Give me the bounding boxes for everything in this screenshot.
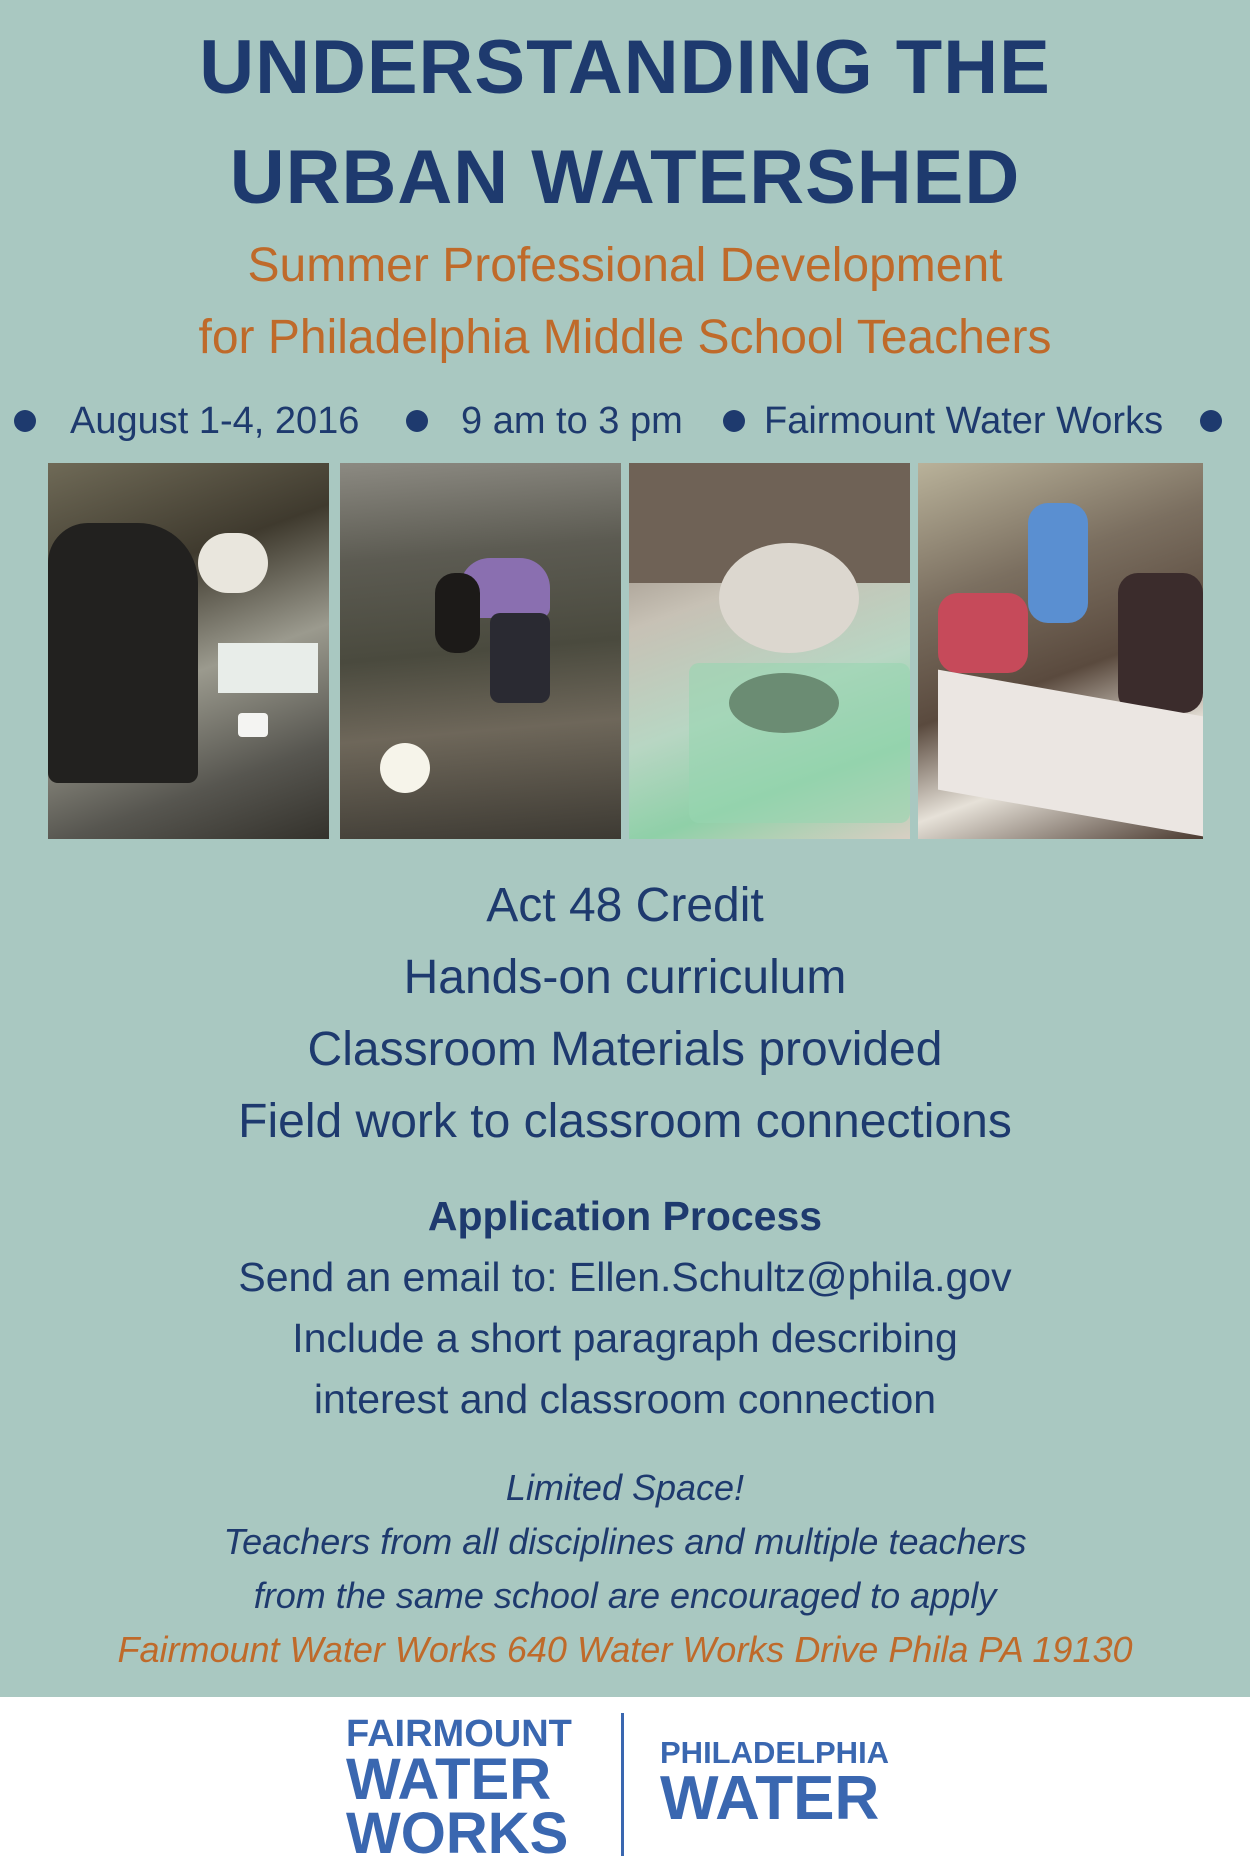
title-line-2: URBAN WATERSHED (229, 135, 1021, 220)
subtitle-line-1: Summer Professional Development (247, 239, 1003, 292)
logo-text: WATER (346, 1747, 552, 1812)
feature-item: Field work to classroom connections (238, 1095, 1012, 1148)
photo-creek-sampling (340, 463, 621, 839)
logo-divider (621, 1713, 624, 1856)
title-line-1: UNDERSTANDING THE (199, 25, 1051, 110)
photo-teachers-maps (918, 463, 1203, 839)
photo-outdoor-testing (48, 463, 329, 839)
application-email-line: Send an email to: Ellen.Schultz@phila.gov (238, 1254, 1012, 1300)
bullet-dot-icon (723, 410, 745, 432)
eligibility-note: Teachers from all disciplines and multiple teachers (223, 1521, 1027, 1562)
limited-space-note: Limited Space! (505, 1467, 745, 1508)
application-instructions-line: interest and classroom connection (313, 1376, 937, 1422)
bullet-dot-icon (406, 410, 428, 432)
event-time: 9 am to 3 pm (461, 400, 683, 442)
logo-text: WATER (660, 1764, 880, 1833)
event-date: August 1-4, 2016 (70, 400, 360, 442)
bullet-dot-icon (14, 410, 36, 432)
eligibility-note: from the same school are encouraged to apply (253, 1575, 997, 1616)
logo-text: WORKS (346, 1801, 569, 1866)
venue-address: Fairmount Water Works 640 Water Works Drive Phila PA 19130 (117, 1629, 1133, 1670)
bullet-dot-icon (1200, 410, 1222, 432)
fairmount-water-works-logo (346, 1713, 590, 1866)
application-instructions-line: Include a short paragraph describing (292, 1315, 958, 1361)
feature-item: Act 48 Credit (486, 879, 764, 932)
logo-text: FAIRMOUNT (346, 1713, 572, 1755)
subtitle-line-2: for Philadelphia Middle School Teachers (198, 311, 1052, 364)
event-location: Fairmount Water Works (764, 400, 1164, 442)
event-details-row (0, 398, 1250, 444)
photo-classroom-filter (629, 463, 910, 839)
footer-logos (0, 1697, 1250, 1872)
philadelphia-water-logo (660, 1735, 890, 1833)
feature-item: Classroom Materials provided (307, 1023, 943, 1076)
logo-text: PHILADELPHIA (660, 1735, 890, 1770)
application-heading: Application Process (427, 1193, 823, 1239)
feature-item: Hands-on curriculum (403, 951, 847, 1004)
